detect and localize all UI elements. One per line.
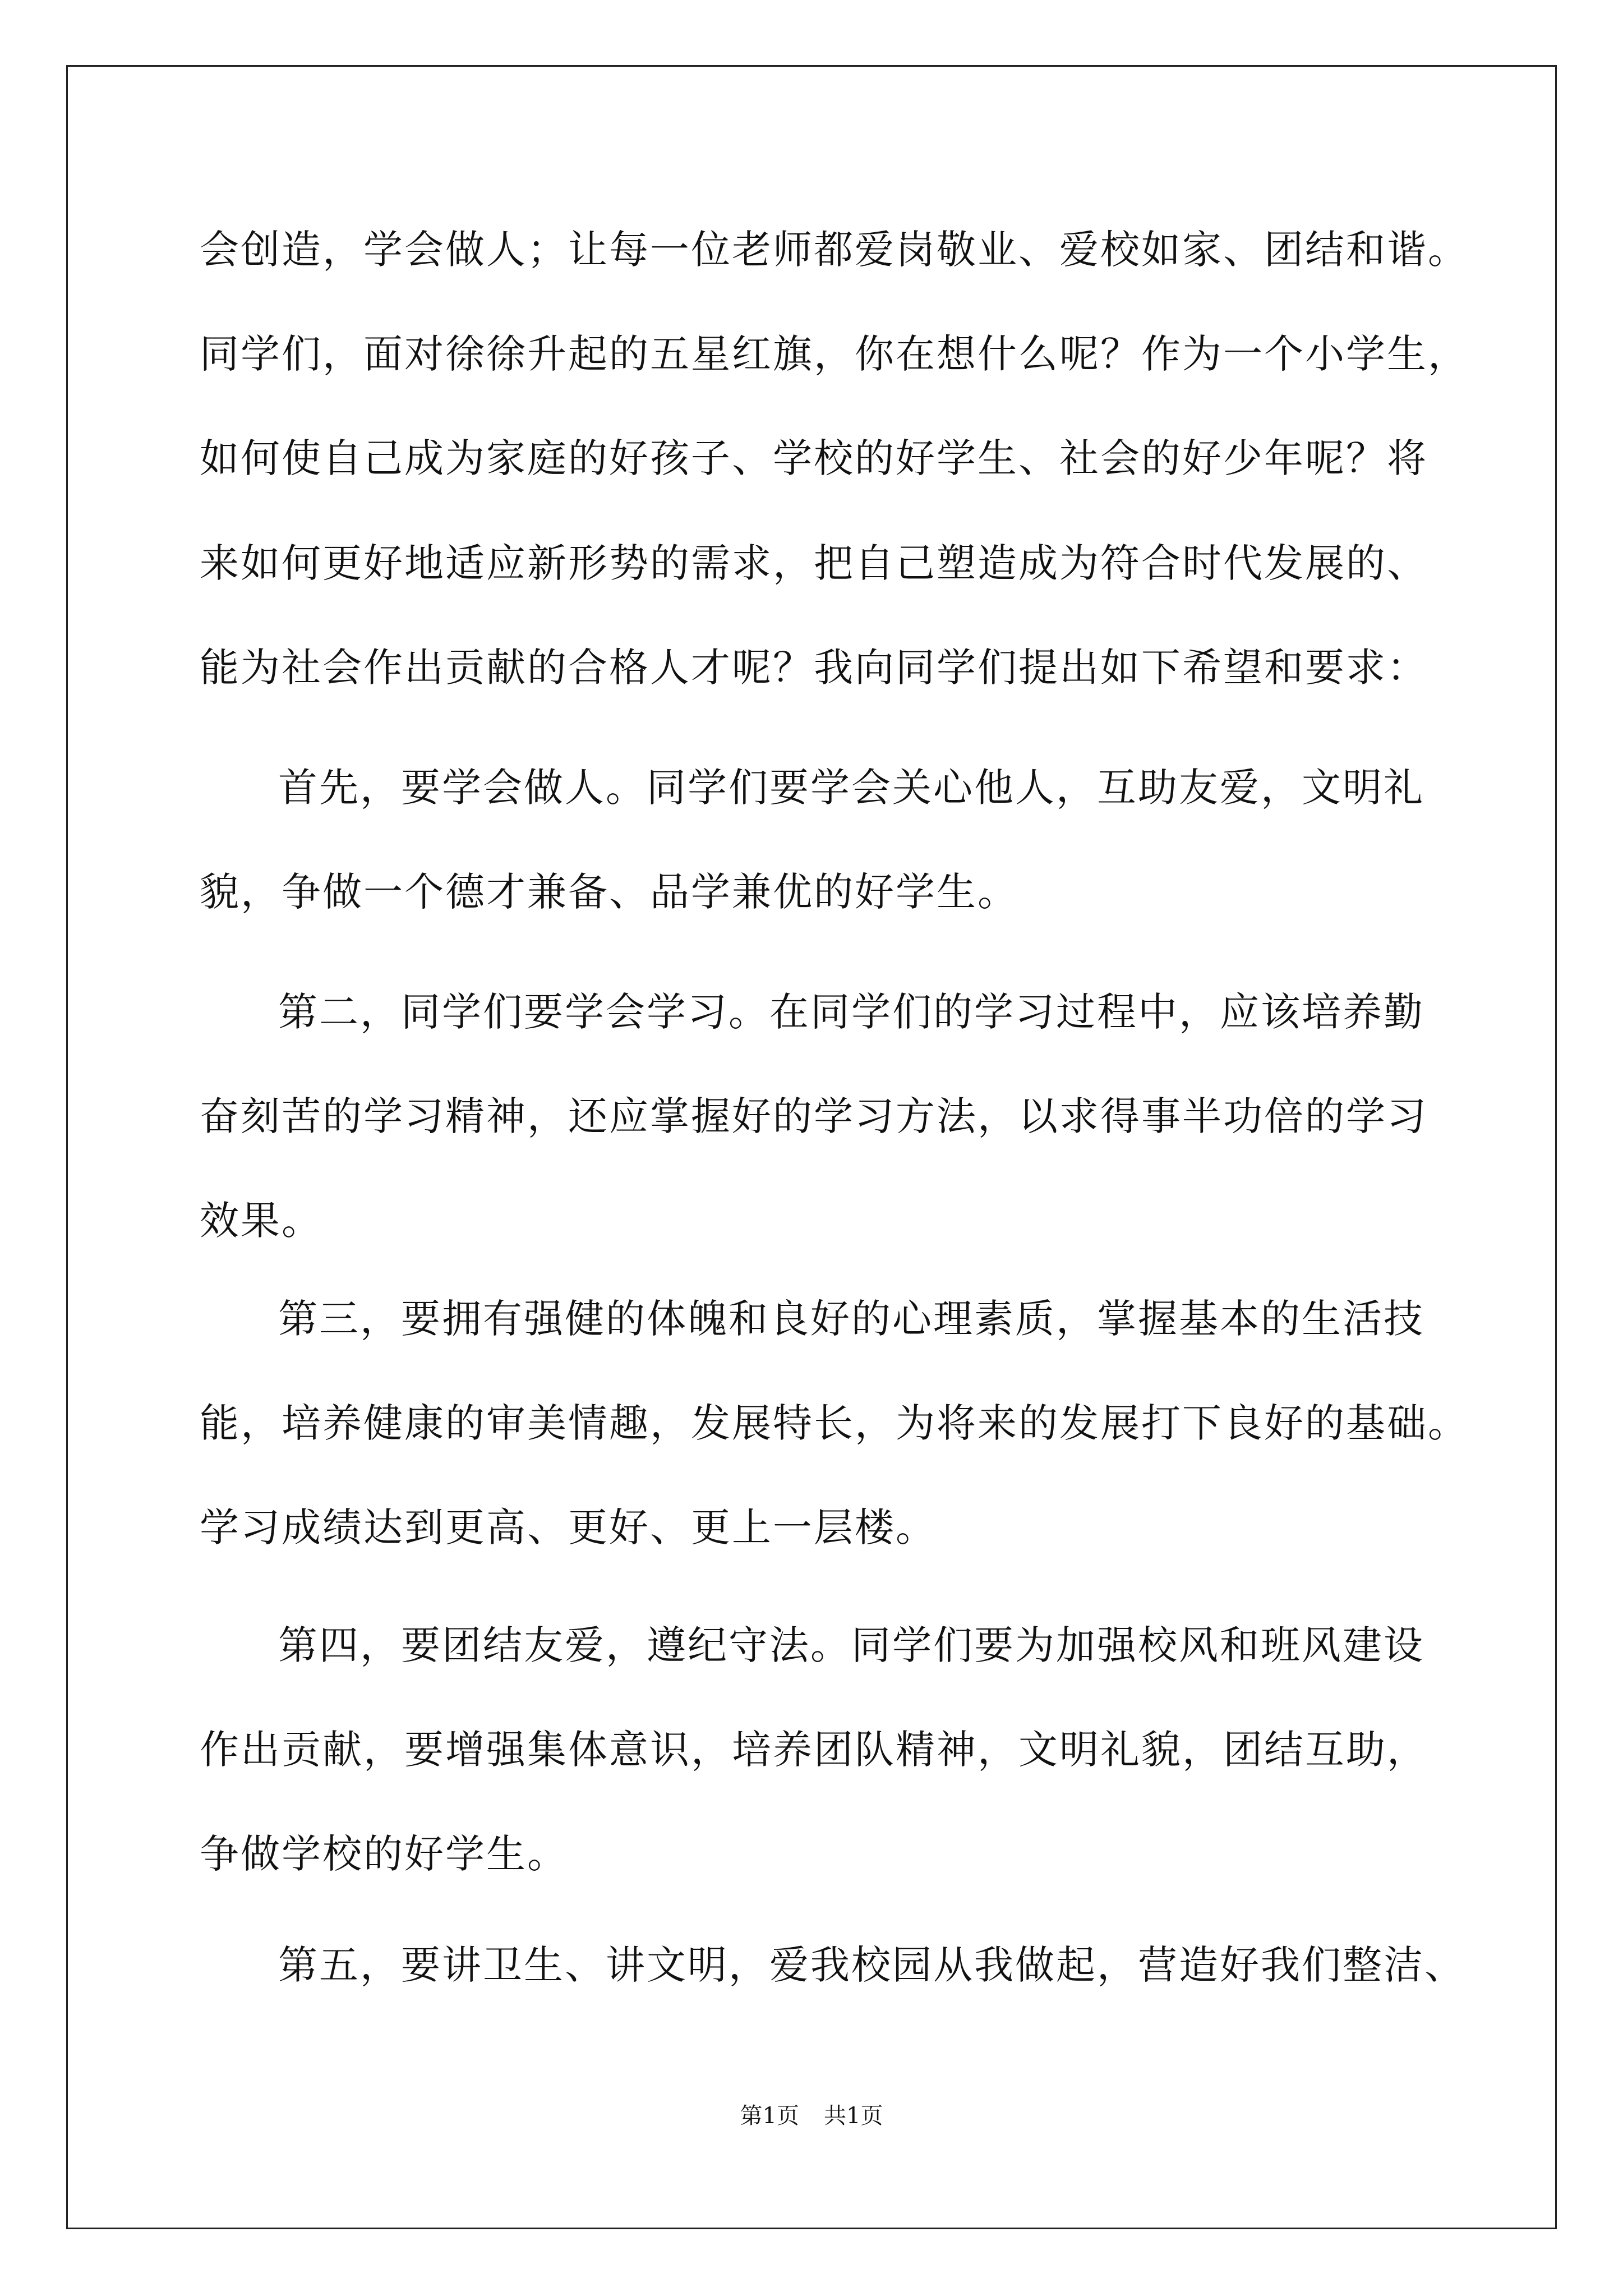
text-line: 来如何更好地适应新形势的需求，把自己塑造成为符合时代发展的、 (200, 540, 1428, 586)
text-line: 奋刻苦的学习精神，还应掌握好的学习方法，以求得事半功倍的学习 (200, 1093, 1428, 1139)
text-line: 能，培养健康的审美情趣，发展特长，为将来的发展打下良好的基础。 (200, 1400, 1469, 1446)
page-footer (0, 2105, 1623, 2127)
paragraph-first-line: 首先，要学会做人。同学们要学会关心他人，互助友爱，文明礼 (278, 765, 1424, 811)
text-line: 会创造，学会做人；让每一位老师都爱岗敬业、爱校如家、团结和谐。 (200, 227, 1469, 273)
text-line: 效果。 (200, 1198, 322, 1244)
text-line: 学习成绩达到更高、更好、更上一层楼。 (200, 1504, 937, 1550)
paragraph-first-line: 第三，要拥有强健的体魄和良好的心理素质，掌握基本的生活技 (278, 1296, 1424, 1342)
paragraph-first-line: 第二，同学们要学会学习。在同学们的学习过程中，应该培养勤 (278, 989, 1424, 1035)
text-line: 同学们，面对徐徐升起的五星红旗，你在想什么呢？作为一个小学生， (200, 331, 1469, 377)
page-number: 第1页 (740, 2103, 799, 2129)
text-line: 争做学校的好学生。 (200, 1831, 568, 1877)
page-border (66, 65, 1557, 2229)
text-line: 貌，争做一个德才兼备、品学兼优的好学生。 (200, 869, 1018, 915)
page-total: 共1页 (824, 2103, 883, 2129)
text-line: 作出贡献，要增强集体意识，培养团队精神，文明礼貌，团结互助， (200, 1727, 1428, 1773)
paragraph-first-line: 第四，要团结友爱，遵纪守法。同学们要为加强校风和班风建设 (278, 1622, 1424, 1668)
paragraph-first-line: 第五，要讲卫生、讲文明，爱我校园从我做起，营造好我们整洁、 (278, 1942, 1465, 1988)
text-line: 能为社会作出贡献的合格人才呢？我向同学们提出如下希望和要求： (200, 645, 1428, 691)
text-line: 如何使自己成为家庭的好孩子、学校的好学生、社会的好少年呢？将 (200, 435, 1428, 481)
